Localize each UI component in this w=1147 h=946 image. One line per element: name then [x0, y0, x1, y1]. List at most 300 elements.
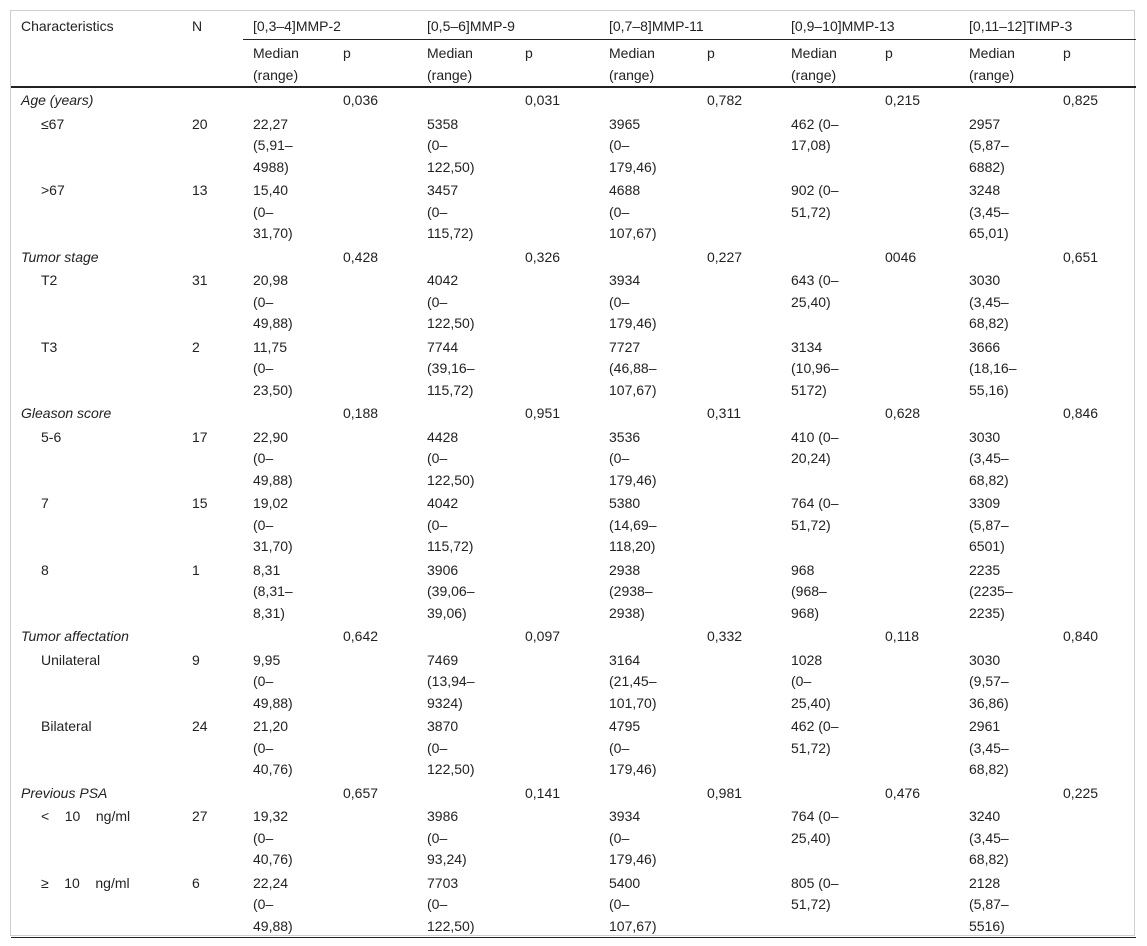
median-range-line: 51,72): [791, 203, 831, 220]
median-range-line: 40,76): [253, 851, 293, 867]
median-range-line: 3934: [609, 808, 641, 824]
p-header: p: [515, 40, 599, 88]
median-range-line: 3870: [427, 718, 459, 734]
median-range-header: [781, 40, 875, 88]
median-range-value: [599, 648, 697, 715]
median-range-line: 25,40): [791, 829, 831, 846]
empty-cell: [875, 804, 959, 871]
median-range-line: 122,50): [427, 471, 475, 488]
median-range-line: 6882): [969, 158, 1005, 175]
median-range-line: 3666: [969, 338, 1001, 355]
empty-cell: [182, 624, 243, 648]
table-row: [11, 871, 1136, 938]
median-range-line: (0–: [253, 516, 274, 533]
p-value: 0,227: [707, 248, 743, 265]
median-range-value: [781, 268, 875, 335]
table-row: [11, 558, 1136, 625]
median-range-line: 23,50): [253, 381, 293, 398]
empty-cell: [515, 425, 599, 492]
median-range-value: [243, 804, 333, 871]
median-range-line: 19,02: [253, 495, 289, 511]
empty-cell: [1053, 425, 1136, 492]
empty-cell: [697, 178, 781, 245]
range-header-line: (range): [253, 66, 299, 83]
median-range-line: (0–: [609, 739, 630, 756]
empty-cell: [243, 781, 333, 805]
empty-cell: [959, 781, 1053, 805]
median-range-line: 19,32: [253, 808, 289, 824]
median-range-line: (3,45–: [969, 293, 1009, 310]
section-label: Previous PSA: [21, 784, 108, 801]
empty-cell: [333, 335, 417, 402]
empty-cell: [515, 268, 599, 335]
median-range-value: [243, 871, 333, 938]
median-range-line: (8,31–: [253, 583, 293, 599]
n-value: 2: [192, 338, 200, 355]
median-range-line: 6501): [969, 538, 1005, 554]
median-range-line: 179,46): [609, 761, 657, 777]
median-range-value: [417, 648, 515, 715]
median-range-value: [243, 112, 333, 179]
median-header-line: Median: [791, 45, 837, 61]
row-label: T3: [41, 338, 58, 355]
p-value: 0,951: [525, 405, 561, 421]
empty-cell: [959, 245, 1053, 269]
n-value: 1: [192, 561, 200, 578]
median-range-line: 65,01): [969, 225, 1009, 241]
empty-cell: [1053, 558, 1136, 625]
group-header-mmp11: [0,7–8]MMP-11: [599, 11, 781, 40]
median-range-line: 3457: [427, 182, 459, 198]
median-range-value: [417, 425, 515, 492]
median-range-value: [781, 112, 875, 179]
n-value: 17: [192, 428, 208, 445]
median-range-value: [959, 804, 1053, 871]
median-range-line: 68,82): [969, 471, 1009, 488]
median-range-line: (3,45–: [969, 450, 1009, 466]
median-range-line: 115,72): [427, 538, 474, 554]
median-range-line: 20,98: [253, 272, 289, 288]
median-range-value: [599, 425, 697, 492]
median-range-line: 93,24): [427, 851, 467, 867]
median-range-line: 3536: [609, 428, 641, 445]
range-header-line: (range): [969, 66, 1015, 83]
median-range-line: 4988): [253, 158, 289, 175]
median-range-line: 2235): [969, 604, 1005, 621]
median-range-line: (39,16–: [427, 360, 475, 376]
empty-cell: [599, 245, 697, 269]
empty-cell: [875, 491, 959, 558]
median-range-line: 902 (0–: [791, 182, 839, 198]
p-value: 0,118: [885, 628, 920, 644]
empty-cell: [875, 871, 959, 938]
median-range-line: 31,70): [253, 538, 293, 554]
empty-cell: [515, 112, 599, 179]
median-range-line: (39,06–: [427, 583, 475, 599]
median-range-line: 805 (0–: [791, 874, 839, 891]
median-range-line: 9,95: [253, 651, 281, 668]
table-row: [11, 178, 1136, 245]
empty-cell: [417, 87, 515, 112]
empty-cell: [515, 335, 599, 402]
table-frame: [10, 10, 1135, 936]
median-range-line: 118,20): [609, 538, 656, 554]
empty-cell: [1053, 491, 1136, 558]
median-range-value: [599, 804, 697, 871]
median-range-line: 3030: [969, 651, 1001, 668]
median-range-line: 51,72): [791, 739, 831, 756]
median-range-line: 3248: [969, 182, 1001, 198]
median-range-value: [599, 714, 697, 781]
n-value: 13: [192, 182, 208, 198]
median-range-line: 68,82): [969, 761, 1009, 777]
empty-cell: [515, 178, 599, 245]
median-range-line: (0–: [427, 203, 448, 220]
median-range-line: 8,31: [253, 561, 281, 578]
median-range-value: [959, 714, 1053, 781]
median-header-line: Median: [609, 45, 655, 61]
median-range-value: [417, 804, 515, 871]
p-value: 0,332: [707, 628, 743, 644]
empty-cell: [875, 648, 959, 715]
empty-cell: [333, 268, 417, 335]
median-range-value: [781, 335, 875, 402]
empty-cell: [182, 401, 243, 425]
median-range-value: [959, 335, 1053, 402]
p-value: 0,782: [707, 92, 743, 108]
median-range-line: (5,87–: [969, 137, 1009, 153]
median-range-line: (0–: [253, 896, 274, 912]
empty-cell: [959, 87, 1053, 112]
median-range-line: 179,46): [609, 851, 657, 867]
p-value: 0,326: [525, 248, 561, 265]
empty-cell: [1053, 112, 1136, 179]
p-header: p: [1053, 40, 1136, 88]
median-range-line: (0–: [427, 293, 448, 310]
group-header-mmp9: [0,5–6]MMP-9: [417, 11, 599, 40]
median-range-line: 3965: [609, 115, 641, 132]
median-range-value: [781, 648, 875, 715]
empty-cell: [515, 871, 599, 938]
empty-cell: [417, 245, 515, 269]
empty-cell: [697, 558, 781, 625]
n-header: N: [182, 11, 243, 87]
median-range-line: 22,27: [253, 115, 289, 132]
median-range-line: 7744: [427, 338, 459, 355]
empty-cell: [243, 245, 333, 269]
median-range-line: 107,67): [609, 381, 657, 398]
median-range-line: 11,75: [253, 338, 287, 355]
median-range-value: [243, 178, 333, 245]
empty-cell: [875, 268, 959, 335]
empty-cell: [333, 491, 417, 558]
median-range-line: 2235: [969, 561, 1001, 578]
median-range-value: [959, 648, 1053, 715]
row-label: 8: [41, 561, 49, 578]
median-range-line: 3164: [609, 651, 641, 668]
empty-cell: [1053, 178, 1136, 245]
section-row: [11, 781, 1136, 805]
empty-cell: [875, 178, 959, 245]
empty-cell: [182, 781, 243, 805]
n-value: 6: [182, 871, 243, 938]
empty-cell: [599, 781, 697, 805]
median-range-value: [417, 112, 515, 179]
empty-cell: [781, 781, 875, 805]
median-range-line: 968): [791, 604, 820, 621]
median-range-line: (0–: [609, 829, 630, 846]
p-value: 0,225: [1063, 784, 1099, 801]
range-header-line: (range): [427, 66, 473, 83]
median-range-line: 25,40): [791, 293, 831, 310]
group-header-mmp2: [0,3–4]MMP-2: [243, 11, 417, 40]
median-range-line: 8,31): [253, 604, 285, 621]
p-header: p: [875, 40, 959, 88]
p-value: 0,642: [343, 628, 379, 644]
median-range-value: [781, 558, 875, 625]
median-range-line: (14,69–: [609, 516, 657, 533]
median-range-line: 49,88): [253, 917, 293, 934]
median-range-line: 7469: [427, 651, 459, 668]
median-range-line: (0–: [791, 673, 812, 689]
empty-cell: [781, 87, 875, 112]
empty-cell: [417, 401, 515, 425]
median-range-line: (0–: [609, 450, 630, 466]
median-range-line: 39,06): [427, 604, 467, 621]
n-value: 20: [192, 115, 208, 132]
median-range-line: 2938: [609, 561, 641, 578]
empty-cell: [697, 491, 781, 558]
median-range-line: (0–: [427, 739, 448, 756]
table-row: [11, 804, 1136, 871]
median-range-value: [599, 558, 697, 625]
median-range-value: [959, 871, 1053, 938]
median-range-value: [959, 558, 1053, 625]
median-range-header: [417, 40, 515, 88]
median-range-value: [599, 871, 697, 938]
p-value: 0,188: [343, 405, 379, 421]
median-range-value: [599, 112, 697, 179]
median-range-line: (13,94–: [427, 673, 475, 689]
empty-cell: [333, 804, 417, 871]
median-range-line: 3986: [427, 808, 459, 824]
median-range-header: [243, 40, 333, 88]
section-label: Gleason score: [21, 405, 112, 421]
median-range-line: (968–: [791, 583, 827, 599]
section-label: Age (years): [21, 92, 94, 108]
median-header-line: Median: [427, 45, 473, 61]
median-range-line: 5400: [609, 874, 641, 891]
median-range-value: [417, 335, 515, 402]
median-range-value: [959, 268, 1053, 335]
empty-cell: [515, 558, 599, 625]
row-label: Unilateral: [41, 651, 101, 668]
median-range-line: 968: [791, 561, 815, 578]
empty-cell: [697, 871, 781, 938]
p-value: 0,428: [343, 248, 379, 265]
median-range-line: 3934: [609, 272, 641, 288]
median-range-line: 3134: [791, 338, 823, 355]
median-range-line: 31,70): [253, 225, 293, 241]
median-range-line: 107,67): [609, 917, 657, 934]
section-label: Tumor affectation: [21, 628, 129, 644]
median-range-line: 49,88): [253, 315, 293, 331]
p-value: 0,981: [707, 784, 743, 801]
empty-cell: [599, 624, 697, 648]
median-range-line: 101,70): [609, 694, 657, 711]
median-range-value: [959, 112, 1053, 179]
median-range-line: 179,46): [609, 315, 657, 331]
p-value: 0,846: [1063, 405, 1099, 421]
empty-cell: [1053, 714, 1136, 781]
n-value: 9: [192, 651, 200, 668]
empty-cell: [243, 401, 333, 425]
median-range-line: (18,16–: [969, 360, 1017, 376]
median-range-value: [243, 714, 333, 781]
median-header-line: Median: [969, 45, 1015, 61]
empty-cell: [697, 804, 781, 871]
median-range-value: [243, 425, 333, 492]
empty-cell: [781, 624, 875, 648]
median-range-line: 179,46): [609, 158, 657, 175]
row-label: 5-6: [41, 428, 62, 445]
row-label: >67: [41, 182, 65, 198]
median-range-line: (2235–: [969, 583, 1013, 599]
median-range-line: 68,82): [969, 315, 1009, 331]
median-range-line: (0–: [609, 203, 630, 220]
median-range-line: (0–: [427, 829, 448, 846]
empty-cell: [959, 624, 1053, 648]
median-range-line: (0–: [253, 203, 274, 220]
median-range-line: 51,72): [791, 516, 831, 533]
empty-cell: [781, 245, 875, 269]
empty-cell: [781, 401, 875, 425]
empty-cell: [515, 804, 599, 871]
median-range-value: [243, 491, 333, 558]
median-range-line: (0–: [427, 516, 448, 533]
median-range-line: 764 (0–: [791, 808, 839, 824]
p-value: 0,840: [1063, 628, 1099, 644]
table-row: [11, 714, 1136, 781]
median-range-line: 2938): [609, 604, 645, 621]
empty-cell: [243, 87, 333, 112]
p-value: 0,311: [707, 405, 741, 421]
median-range-line: 36,86): [969, 694, 1009, 711]
median-range-line: 2957: [969, 115, 1001, 132]
median-range-line: 107,67): [609, 225, 657, 241]
p-value: 0,628: [885, 405, 921, 421]
median-range-value: [781, 491, 875, 558]
median-range-line: 122,50): [427, 761, 475, 777]
section-row: [11, 245, 1136, 269]
median-range-line: 2128: [969, 874, 1001, 891]
section-row: [11, 624, 1136, 648]
empty-cell: [515, 714, 599, 781]
median-header-line: Median: [253, 45, 299, 61]
median-range-line: 4042: [427, 272, 459, 288]
table-row: [11, 425, 1136, 492]
empty-cell: [333, 425, 417, 492]
median-range-line: 179,46): [609, 471, 657, 488]
median-range-line: 20,24): [791, 450, 831, 466]
empty-cell: [1053, 648, 1136, 715]
median-range-line: 51,72): [791, 896, 831, 912]
median-range-line: 3309: [969, 495, 1001, 511]
median-range-value: [781, 425, 875, 492]
median-range-line: 5380: [609, 495, 641, 511]
p-header: p: [333, 40, 417, 88]
median-range-line: 21,20: [253, 718, 289, 734]
median-range-value: [781, 804, 875, 871]
group-header-timp3: [0,11–12]TIMP-3: [959, 11, 1136, 40]
empty-cell: [875, 335, 959, 402]
median-range-line: (0–: [253, 829, 274, 846]
median-range-line: 2961: [969, 718, 1001, 734]
median-range-value: [781, 871, 875, 938]
median-range-line: (5,91–: [253, 137, 293, 153]
median-range-line: (3,45–: [969, 829, 1009, 846]
median-range-line: 49,88): [253, 471, 293, 488]
median-range-line: (0–: [253, 293, 274, 310]
empty-cell: [182, 245, 243, 269]
empty-cell: [515, 491, 599, 558]
empty-cell: [1053, 804, 1136, 871]
median-range-value: [417, 558, 515, 625]
empty-cell: [333, 648, 417, 715]
section-row: [11, 87, 1136, 112]
median-range-value: [599, 268, 697, 335]
median-range-value: [243, 335, 333, 402]
p-value: 0,825: [1063, 92, 1099, 108]
median-range-line: 3030: [969, 272, 1001, 288]
median-range-value: [599, 335, 697, 402]
median-range-line: 7727: [609, 338, 641, 355]
median-range-line: (3,45–: [969, 739, 1009, 756]
empty-cell: [875, 425, 959, 492]
characteristics-header: Characteristics: [11, 11, 182, 87]
empty-cell: [697, 648, 781, 715]
table-row: [11, 648, 1136, 715]
empty-cell: [697, 335, 781, 402]
median-range-value: [959, 491, 1053, 558]
empty-cell: [697, 112, 781, 179]
range-header-line: (range): [609, 66, 655, 83]
median-range-line: (0–: [427, 137, 448, 153]
empty-cell: [599, 87, 697, 112]
row-label: ≤67: [41, 115, 65, 132]
median-range-value: [959, 178, 1053, 245]
empty-cell: [1053, 871, 1136, 938]
median-range-line: 462 (0–: [791, 115, 839, 132]
median-range-line: (0–: [427, 896, 448, 912]
median-range-value: [417, 268, 515, 335]
n-value: 27: [192, 808, 208, 824]
row-label: 7: [41, 495, 49, 511]
median-range-line: (0–: [609, 293, 630, 310]
p-value: 0,097: [525, 628, 561, 644]
row-label: ≥ 10 ng/ml: [11, 871, 182, 938]
median-range-line: 49,88): [253, 694, 293, 711]
group-header-mmp13: [0,9–10]MMP-13: [781, 11, 959, 40]
median-range-line: 22,90: [253, 428, 289, 445]
median-range-line: 4688: [609, 182, 641, 198]
median-range-line: 3240: [969, 808, 1001, 824]
median-range-line: 3906: [427, 561, 459, 578]
median-range-value: [417, 714, 515, 781]
median-range-line: (5,87–: [969, 516, 1009, 533]
median-range-value: [417, 178, 515, 245]
median-range-line: 462 (0–: [791, 718, 839, 734]
